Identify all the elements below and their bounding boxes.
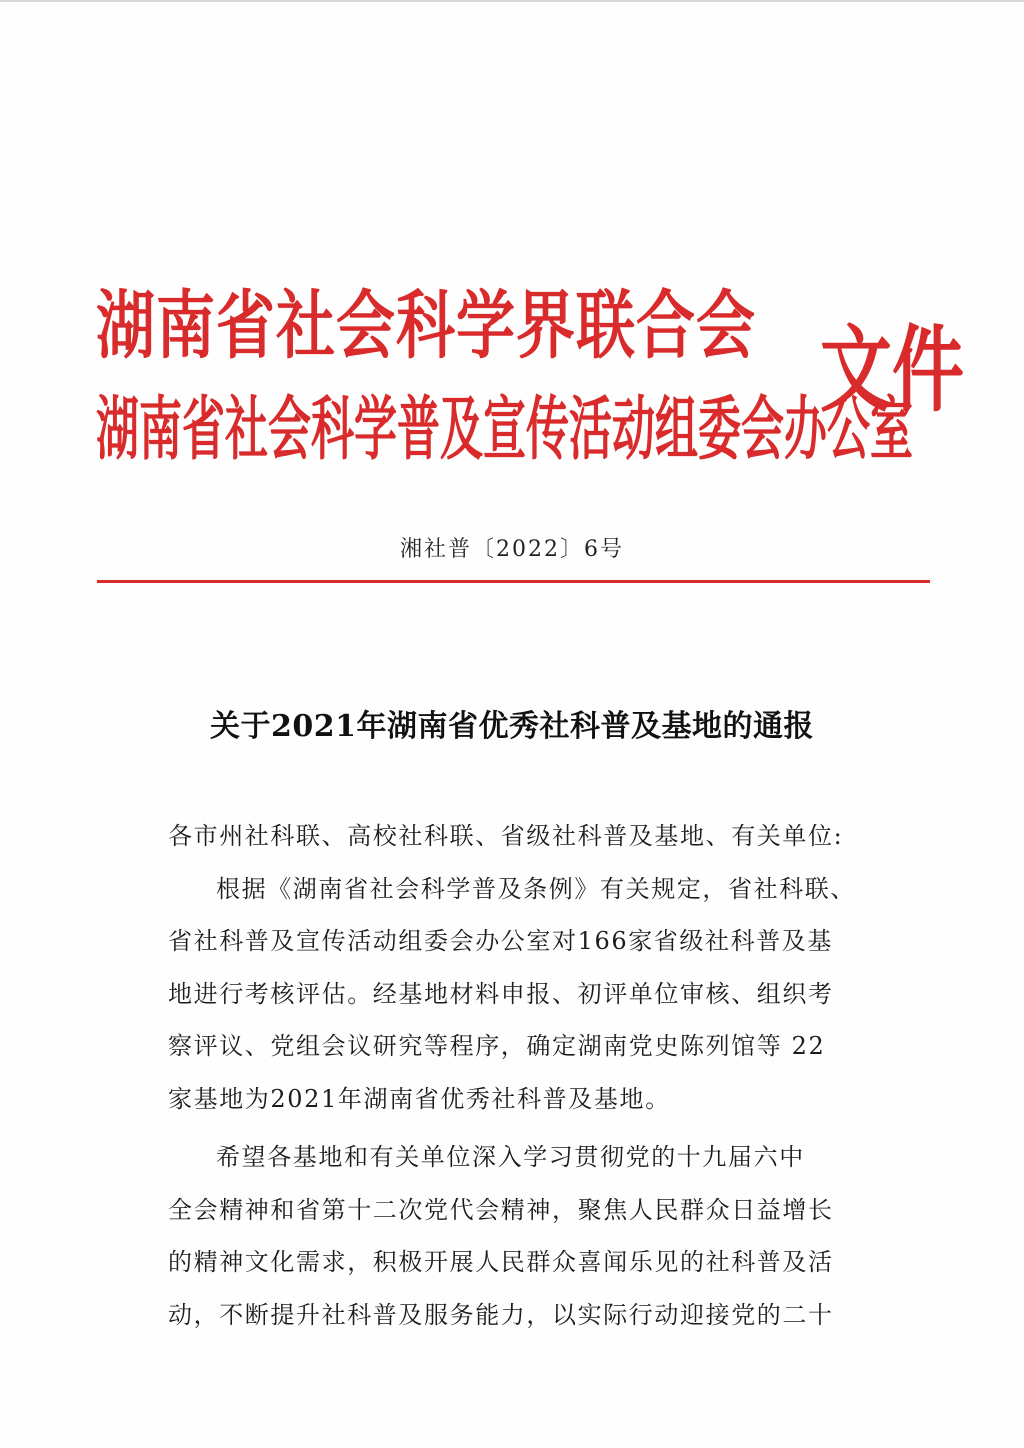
paragraph-line: 家基地为2021年湖南省优秀社科普及基地。	[168, 1084, 671, 1113]
paragraph-line: 的精神文化需求，积极开展人民群众喜闻乐见的社科普及活	[168, 1248, 834, 1276]
issuer-name-primary: 湖南省社会科学界联合会	[96, 282, 757, 369]
issuer-name-secondary: 湖南省社会科学普及宣传活动组委会办公室	[96, 390, 913, 470]
document-header	[96, 272, 965, 472]
paragraph-line: 省社科普及宣传活动组委会办公室对166家省级社科普及基	[168, 927, 834, 955]
addressee-line: 各市州社科联、高校社科联、省级社科普及基地、有关单位:	[168, 822, 844, 850]
paragraph-line: 希望各基地和有关单位深入学习贯彻党的十九届六中	[216, 1143, 805, 1171]
document-type-label: 文件	[820, 314, 965, 425]
paragraph-line: 察评议、党组会议研究等程序，确定湖南党史陈列馆等 22	[168, 1032, 826, 1060]
header-divider	[97, 580, 930, 583]
document-title: 关于2021年湖南省优秀社科普及基地的通报	[210, 709, 814, 744]
document-number: 湘社普〔2022〕6号	[400, 537, 624, 562]
paragraph-line: 动，不断提升社科普及服务能力，以实际行动迎接党的二十	[168, 1300, 834, 1329]
paragraph-line: 地进行考核评估。经基地材料申报、初评单位审核、组织考	[168, 979, 834, 1008]
paragraph-2	[168, 1131, 868, 1341]
paragraph-line: 根据《湖南省社会科学普及条例》有关规定，省社科联、	[216, 874, 856, 903]
document-body	[168, 810, 868, 1341]
paragraph-line: 全会精神和省第十二次党代会精神，聚焦人民群众日益增长	[168, 1195, 834, 1224]
paragraph-1	[168, 863, 868, 1126]
page-top-edge	[0, 0, 1024, 2]
